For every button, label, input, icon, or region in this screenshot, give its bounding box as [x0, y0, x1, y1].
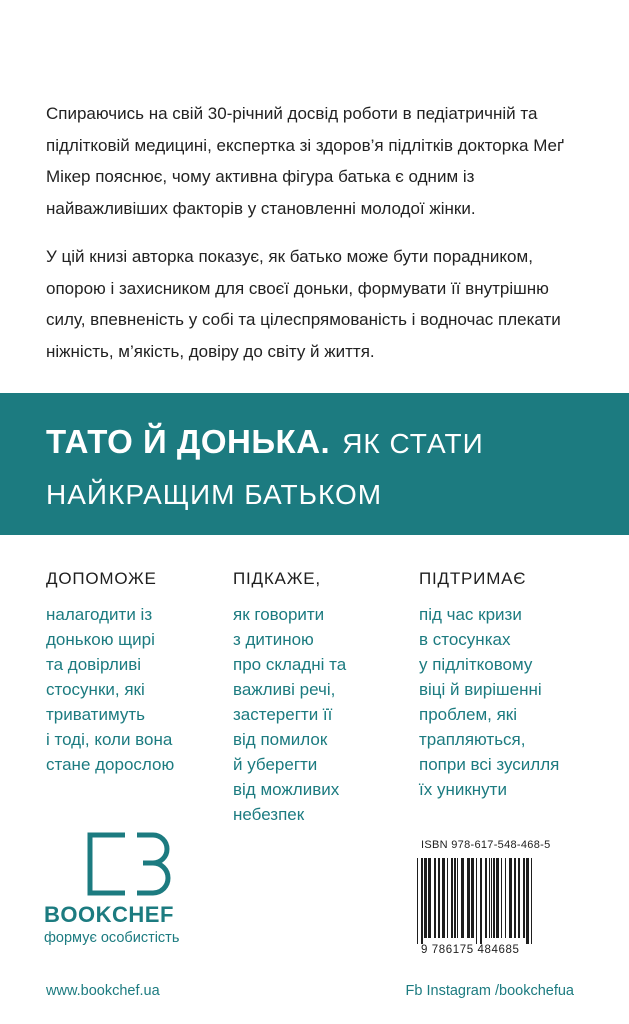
publisher-website-link[interactable]: www.bookchef.ua	[46, 983, 160, 999]
publisher-name: BOOKCHEF	[44, 902, 174, 927]
title-light-2: НАЙКРАЩИМ БАТЬКОМ	[46, 479, 383, 510]
barcode-bar	[509, 858, 512, 938]
barcode-bar	[467, 858, 470, 938]
barcode-bar	[476, 858, 477, 944]
barcode-bar	[421, 858, 423, 944]
barcode-bar	[428, 858, 431, 938]
barcode	[411, 858, 567, 946]
barcode-bar	[514, 858, 516, 938]
barcode-bar	[491, 858, 492, 938]
barcode-bar	[417, 858, 418, 944]
benefit-text: як говорити з дитиною про складні та важливі речі, застерегти її від помилок й уберегти від можливих небезпек	[233, 605, 347, 824]
benefit-heading: ПІДТРИМАЄ	[419, 569, 527, 588]
title-band	[0, 393, 629, 535]
barcode-bar	[434, 858, 436, 938]
benefit-column-support	[419, 569, 559, 802]
barcode-bar	[489, 858, 490, 938]
description-paragraph-1: Спираючись на свій 30-річний досвід роботи в педіатричній та підлітковій медицині, експертка зі здоров’я підлітків докторка Меґ Мікер пояснює, чому активна фігура батька є одним із найважливіших факторів у становленні молодої жінки.	[46, 104, 565, 218]
publisher-logo	[44, 832, 244, 946]
isbn-label: ISBN 978-617-548-468-5	[421, 839, 551, 851]
barcode-bar	[442, 858, 445, 938]
barcode-bar	[523, 858, 525, 938]
description	[46, 98, 591, 384]
title-light-1: ЯК СТАТИ	[342, 428, 484, 459]
barcode-bar	[438, 858, 440, 938]
barcode-bar	[505, 858, 506, 938]
title-line-1	[46, 423, 484, 461]
bookchef-logo-icon	[87, 832, 173, 896]
barcode-bar	[518, 858, 520, 938]
barcode-bar	[424, 858, 427, 938]
barcode-digits: 9 786175 484685	[421, 944, 520, 956]
benefit-column-help	[46, 569, 174, 777]
publisher-social-link[interactable]: Fb Instagram /bookchefua	[405, 983, 574, 999]
benefit-column-advise	[233, 569, 346, 827]
barcode-bar	[531, 858, 532, 944]
description-paragraph-2: У цій книзі авторка показує, як батько може бути порадником, опорою і захисником для своєї доньки, формувати її внутрішню силу, впевненість у собі та цілеспрямованість і водночас плекати ніжність, м’якість, довіру до світу й життя.	[46, 247, 561, 361]
benefit-heading: ПІДКАЖЕ,	[233, 569, 321, 588]
benefit-text: під час кризи в стосунках у підлітковому віці й вирішенні проблем, які трапляються, попри всі зусилля їх уникнути	[419, 605, 560, 799]
barcode-bar	[501, 858, 502, 938]
barcode-bar	[480, 858, 482, 944]
barcode-bar	[457, 858, 458, 938]
barcode-bar	[461, 858, 464, 938]
barcode-bar	[493, 858, 495, 938]
benefit-heading: ДОПОМОЖЕ	[46, 569, 157, 588]
barcode-bar	[451, 858, 453, 938]
barcode-bar	[496, 858, 499, 938]
title-bold: ТАТО Й ДОНЬКА.	[46, 423, 331, 460]
barcode-bar	[454, 858, 456, 938]
publisher-tagline: формує особистість	[44, 930, 180, 946]
barcode-bar	[471, 858, 474, 938]
barcode-bar	[526, 858, 529, 944]
barcode-bar	[447, 858, 448, 938]
barcode-bar	[485, 858, 487, 938]
benefit-text: налагодити із донькою щирі та довірливі стосунки, які триватимуть і тоді, коли вона стане дорослою	[46, 605, 175, 774]
